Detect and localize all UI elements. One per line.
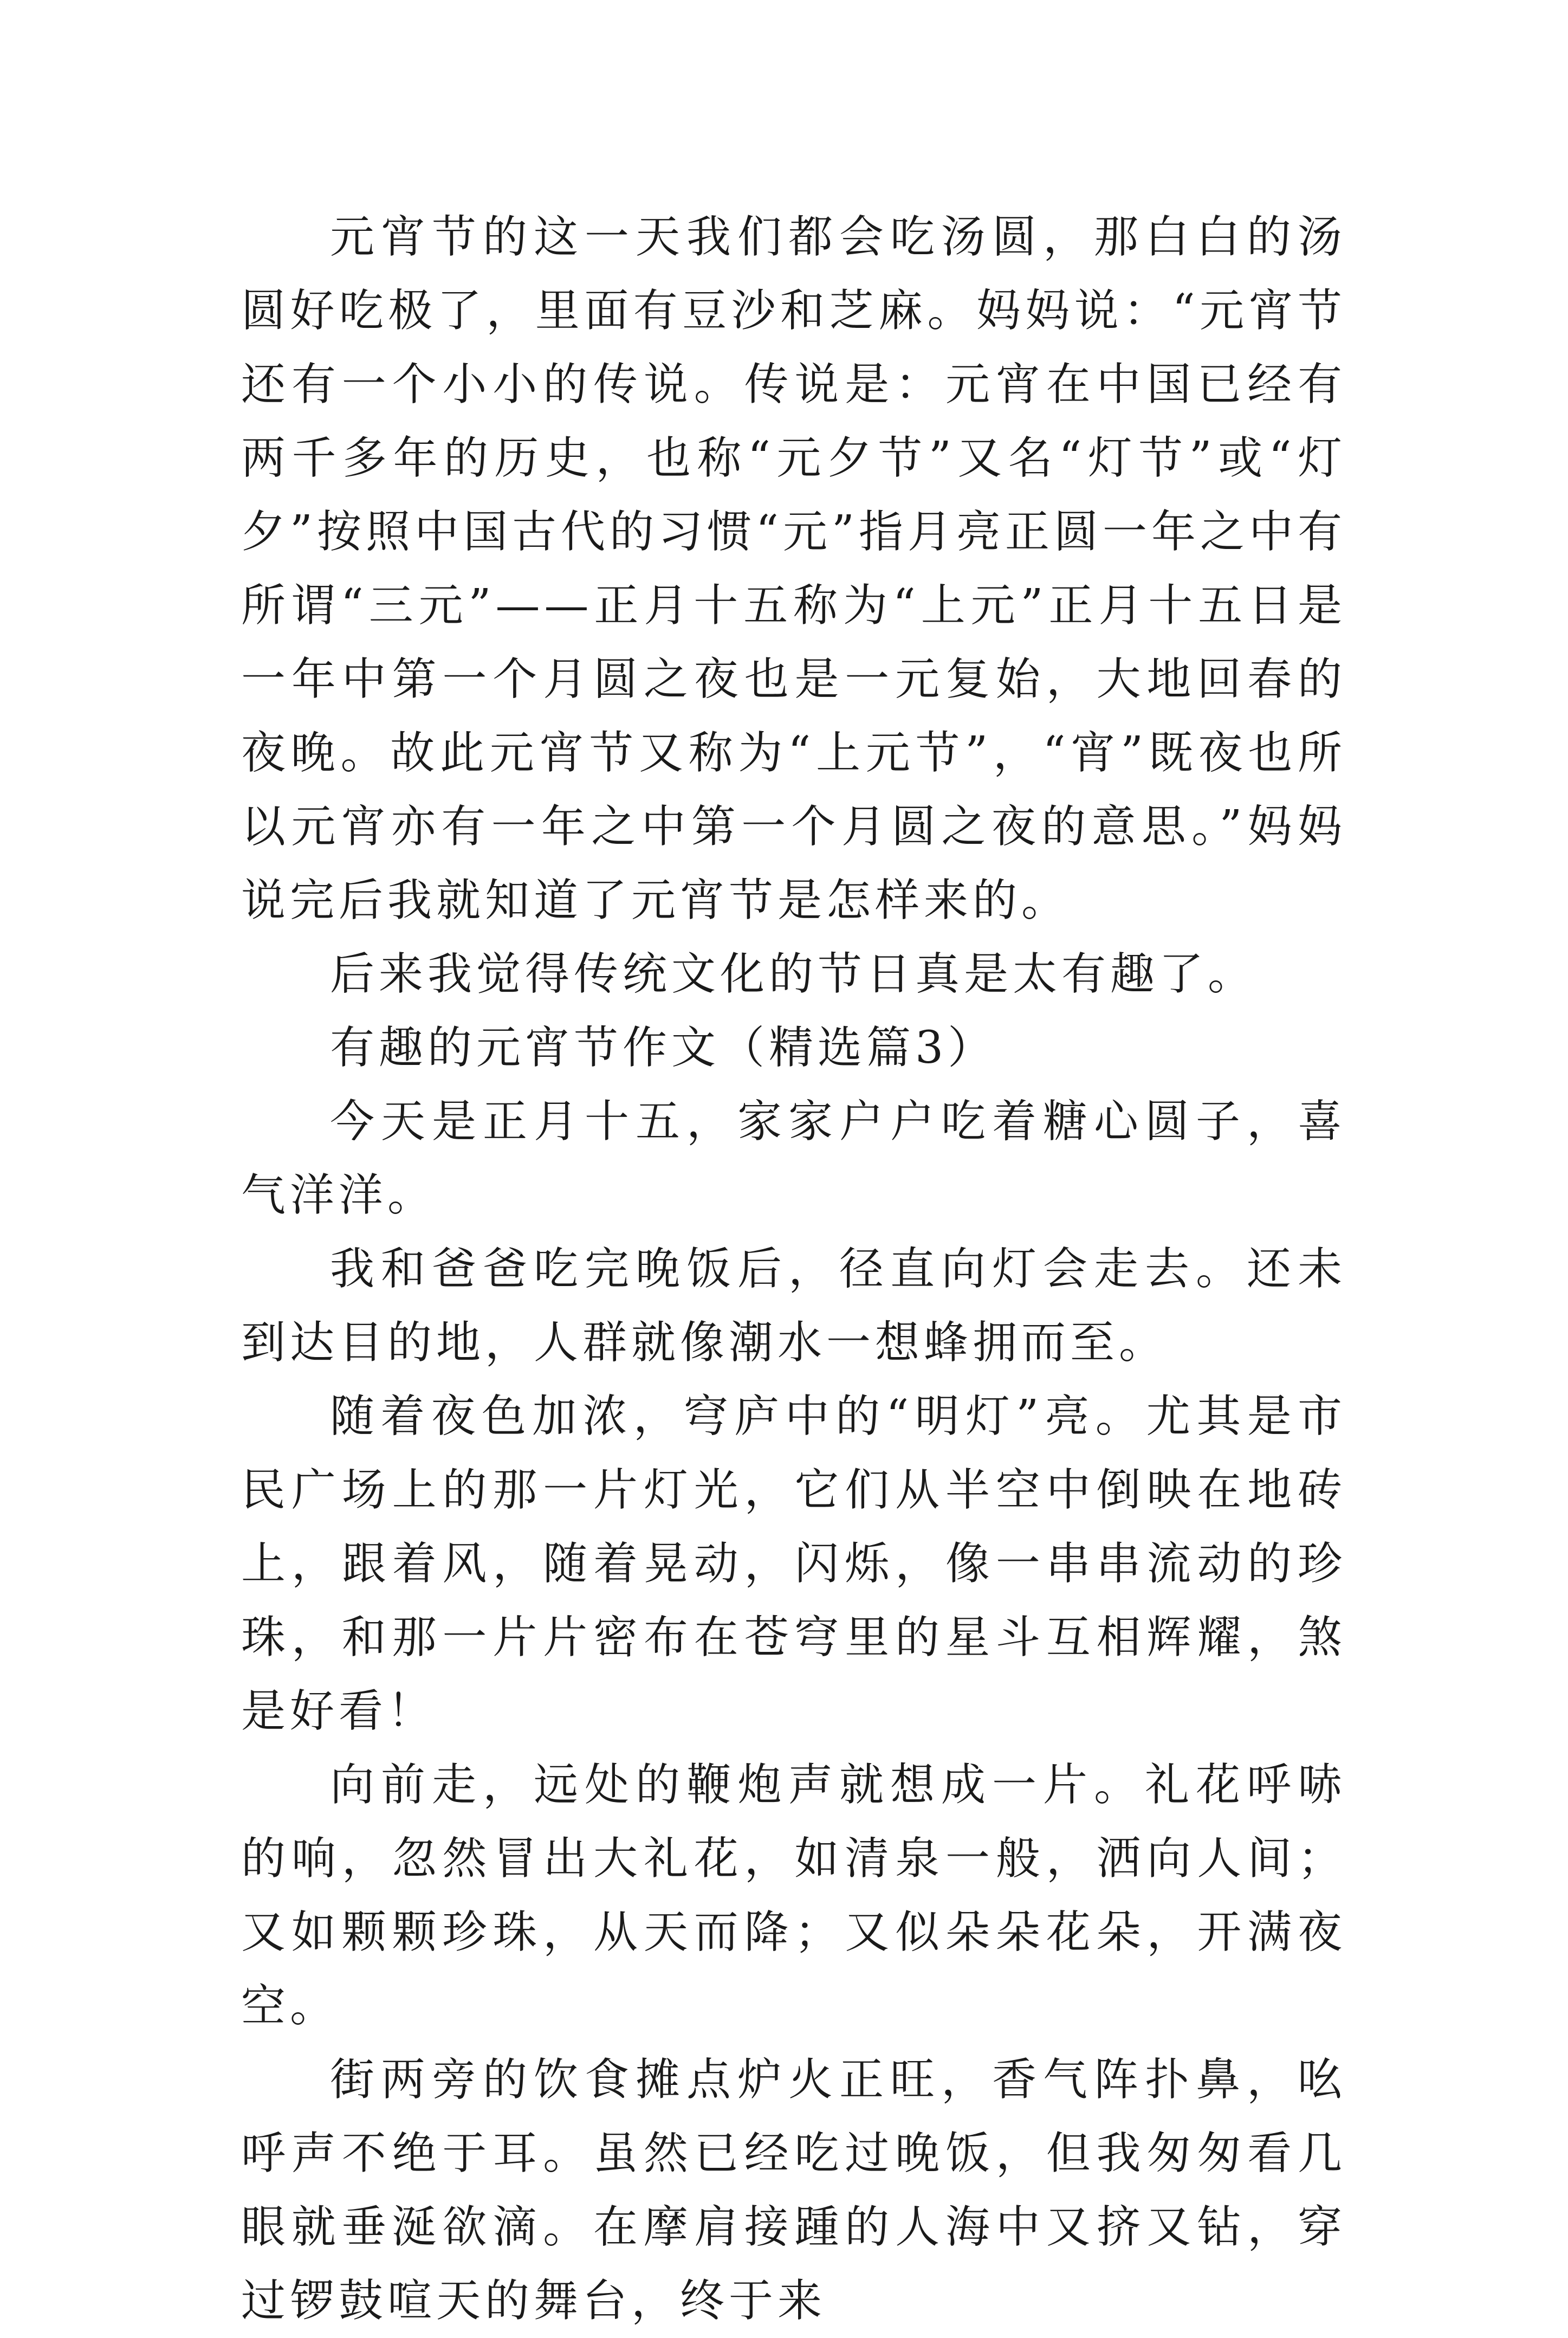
section-heading: 有趣的元宵节作文（精选篇3） [330,1022,997,1074]
document-body [241,201,1346,2338]
paragraph: 我和爸爸吃完晚饭后，径直向灯会走去。还未到达目的地，人群就像潮水一想蜂拥而至。 [241,1243,1346,1368]
paragraph: 随着夜色加浓，穹庐中的“明灯”亮。尤其是市民广场上的那一片灯光，它们从半空中倒映在地砖上，跟着风，随着晃动，闪烁，像一串串流动的珍珠，和那一片片密布在苍穹里的星斗互相辉耀，煞是好看！ [241,1391,1346,1737]
paragraph: 街两旁的饮食摊点炉火正旺，香气阵扑鼻，吆呼声不绝于耳。虽然已经吃过晚饭，但我匆匆看几眼就垂涎欲滴。在摩肩接踵的人海中又挤又钻，穿过锣鼓喧天的舞台，终于来 [241,2054,1346,2327]
paragraph: 今天是正月十五，家家户户吃着糖心圆子，喜气洋洋。 [241,1096,1346,1221]
paragraph: 后来我觉得传统文化的节日真是太有趣了。 [330,948,1257,1000]
paragraph: 向前走，远处的鞭炮声就想成一片。礼花呼哧的响，忽然冒出大礼花，如清泉一般，洒向人间；又如颗颗珍珠，从天而降；又似朵朵花朵，开满夜空。 [241,1759,1346,2032]
paragraph: 元宵节的这一天我们都会吃汤圆，那白白的汤圆好吃极了，里面有豆沙和芝麻。妈妈说：“元宵节还有一个小小的传说。传说是：元宵在中国已经有两千多年的历史，也称“元夕节”又名“灯节”或“灯夕”按照中国古代的习惯“元”指月亮正圆一年之中有所谓“三元”——正月十五称为“上元”正月十五日是一年中第一个月圆之夜也是一元复始，大地回春的夜晚。故此元宵节又称为“上元节”，“宵”既夜也所以元宵亦有一年之中第一个月圆之夜的意思。”妈妈说完后我就知道了元宵节是怎样来的。 [241,211,1346,926]
